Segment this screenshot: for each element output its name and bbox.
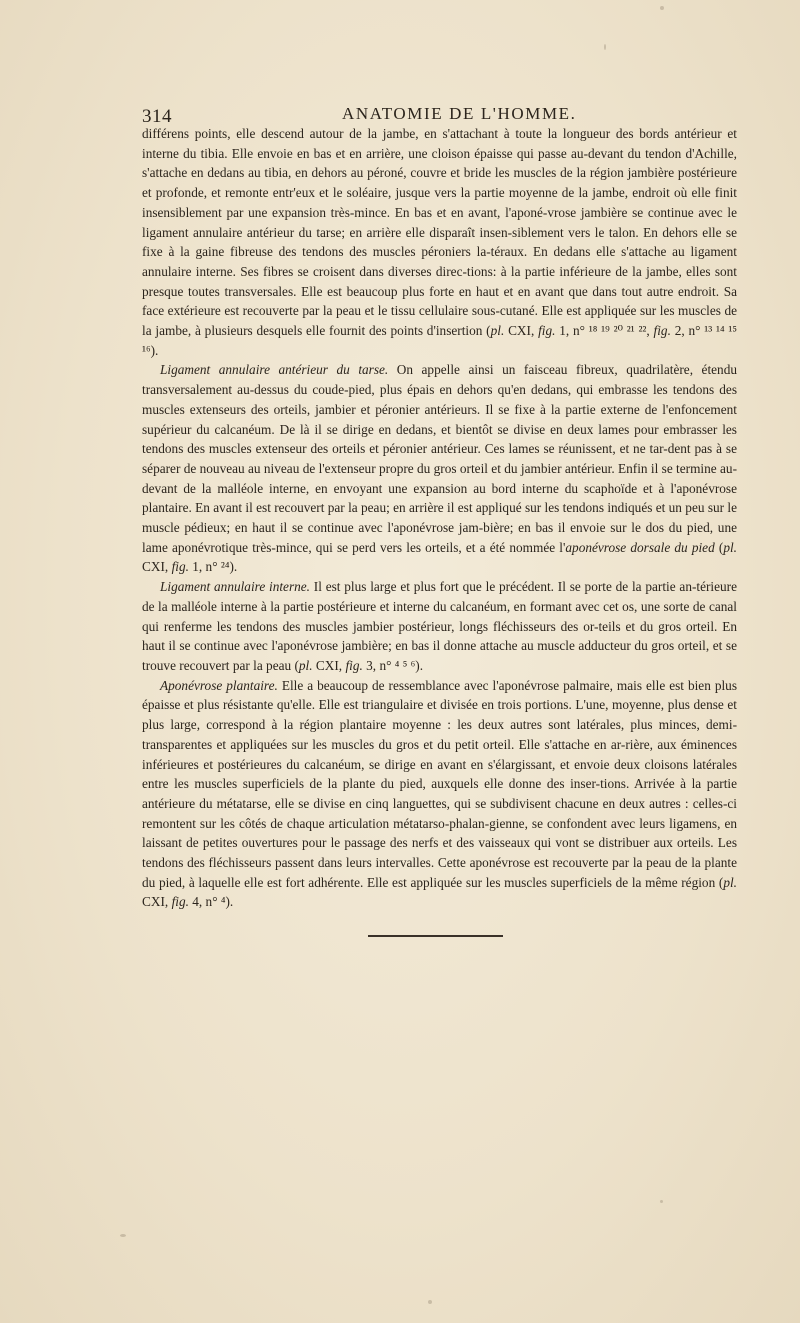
- text-segment: différens points, elle descend autour de la jambe, en s'attachant à toute la longueur des bords antérieur et interne du tibia. Elle envoie en bas et en arrière, une cloison épaisse qui passe au-devant du tendon d'Achille, s'attache en dedans au tibia, en dehors au péroné, couvre et bride les muscles de la région jambière postérieure et profonde, et remonte entr'eux et le soléaire, jusque vers la partie moyenne de la jambe, endroit où elle finit insensiblement par une expansion très-mince. En bas et en avant, l'aponé-vrose jambière se continue avec le ligament annulaire antérieur du tarse; en arrière elle disparaît insen-siblement vers le talon. En dehors elle se fixe à la gaine fibreuse des tendons des muscles péroniers la-téraux. En dedans elle s'attache au ligament annulaire interne. Ses fibres se croisent dans diverses direc-tions: à la partie inférieure de la jambe, elles sont presque toutes transversales. Elle est beaucoup plus forte en haut et en avant que dans tout autre endroit. Sa face extérieure est recouverte par la peau et le tissu cellulaire sous-cutané. Elle est appliquée sur les muscles de la jambe, à plusieurs desquels elle fournit des points d'insertion (: [142, 126, 737, 339]
- italic-text-segment: fig.: [171, 894, 189, 910]
- page-number: 314: [142, 106, 172, 127]
- paragraph-ligament-annulaire-anterieur: [142, 360, 737, 577]
- paper-spot: [120, 1234, 126, 1237]
- italic-text-segment: pl.: [723, 539, 737, 555]
- paper-spot: [660, 1200, 663, 1203]
- text-segment: 2, n° ¹³ ¹⁴ ¹⁵ ¹⁶).: [142, 323, 738, 358]
- text-segment: 4, n° ⁴).: [188, 894, 234, 910]
- text-segment: Elle a beaucoup de ressemblance avec l'aponévrose palmaire, mais elle est bien plus épaisse et plus résistante qu'elle. Elle est triangulaire et divisée en trois portions. L'une, moyenne, plus dense et plus large, correspond à la région plantaire moyenne : les deux autres sont latérales, plus minces, demi-transparentes et appliquées sur les muscles du gros et du petit orteil. Elle s'attache en ar-rière, aux éminences inférieures et postérieures du calcanéum, se dirige en avant en s'élargissant, et envoie deux cloisons latérales entre les muscles superficiels de la plante du pied, auxquels elle donne des inser-tions. Arrivée à la partie antérieure du métatarse, elle se divise en cinq languettes, qui se subdivisent chacune en deux autres : celles-ci remontent sur les côtés de chaque articulation métatarso-phalan-gienne, se confondent avec leurs ligamens, en laissant de petites ouvertures pour le passage des nerfs et des vaisseaux qui vont se distribuer aux orteils. Les tendons des fléchisseurs passent dans leurs intervalles. Cette aponévrose est recouverte par la peau de la plante du pied, à laquelle elle est fort adhérente. Elle est appliquée sur les muscles superficiels de la même région (: [142, 677, 737, 890]
- paragraph-aponevrose-plantaire: [142, 676, 737, 912]
- body-text: [142, 124, 737, 912]
- paper-spot: [604, 44, 606, 50]
- text-segment: CXI,: [312, 657, 346, 673]
- italic-text-segment: aponévrose dorsale du pied: [565, 539, 715, 555]
- paragraph-ligament-annulaire-interne: [142, 577, 737, 676]
- text-segment: On appelle ainsi un faisceau fibreux, quadrilatère, étendu transversalement au-dessus du coude-pied, plus épais en dehors qu'en dedans, qui embrasse les tendons des muscles extenseurs des orteils, jambier et péronier antérieurs. Il se fixe à la partie externe de l'enfoncement supérieur du calcanéum. De là il se dirige en dedans, et bientôt se divise en deux lames pour embrasser les tendons des muscles extenseur des orteils et péronier antérieur. Ces lames se réunissent, et ne tar-dent pas à se séparer de nouveau au niveau de l'extenseur propre du gros orteil et du jambier antérieur. Enfin il se termine au-devant de la malléole interne, en envoyant une expansion au bord interne du scaphoïde et à l'aponévrose plantaire. En avant il est recouvert par la peau; en arrière il est appliqué sur les tendons indiqués et un peu sur le muscle pédieux; en haut il se continue avec l'aponévrose jam-bière; en bas il envoie sur le dos du pied, une lame aponévrotique très-mince, qui se perd vers les orteils, et a été nommée l': [142, 362, 737, 555]
- italic-text-segment: Ligament annulaire interne.: [160, 579, 311, 595]
- text-segment: 1, n° ²⁴).: [188, 559, 238, 575]
- italic-text-segment: Aponévrose plantaire.: [160, 677, 278, 693]
- text-segment: Il est plus large et plus fort que le précédent. Il se porte de la partie an-térieure de la malléole interne à la partie postérieure et interne du calcanéum, en formant avec cet os, une sorte de canal qui renferme les tendons des muscles jambier postérieur, longs fléchisseurs des or-teils et du gros orteil. En haut il se continue avec l'aponévrose jambière; en bas il donne attache au muscle adducteur du gros orteil, et se trouve recouvert par la peau (: [142, 579, 738, 673]
- paper-spot: [660, 6, 664, 10]
- running-title: ANATOMIE DE L'HOMME.: [342, 104, 577, 123]
- paragraph-aponevrose-jambiere: [142, 124, 737, 360]
- text-segment: CXI,: [504, 323, 539, 339]
- text-segment: CXI,: [142, 894, 172, 910]
- italic-text-segment: pl.: [490, 323, 505, 339]
- text-segment: CXI,: [142, 559, 172, 575]
- text-segment: 3, n° ⁴ ⁵ ⁶).: [362, 657, 424, 673]
- italic-text-segment: fig.: [171, 559, 189, 575]
- text-segment: 1, n° ¹⁸ ¹⁹ ²⁰ ²¹ ²²,: [555, 323, 654, 339]
- paper-spot: [428, 1300, 432, 1304]
- italic-text-segment: pl.: [298, 657, 313, 673]
- italic-text-segment: pl.: [723, 874, 737, 890]
- text-segment: (: [714, 539, 724, 555]
- italic-text-segment: fig.: [653, 323, 671, 339]
- italic-text-segment: Ligament annulaire antérieur du tarse.: [160, 362, 389, 378]
- italic-text-segment: fig.: [345, 657, 363, 673]
- italic-text-segment: fig.: [538, 323, 556, 339]
- end-rule: [368, 935, 503, 937]
